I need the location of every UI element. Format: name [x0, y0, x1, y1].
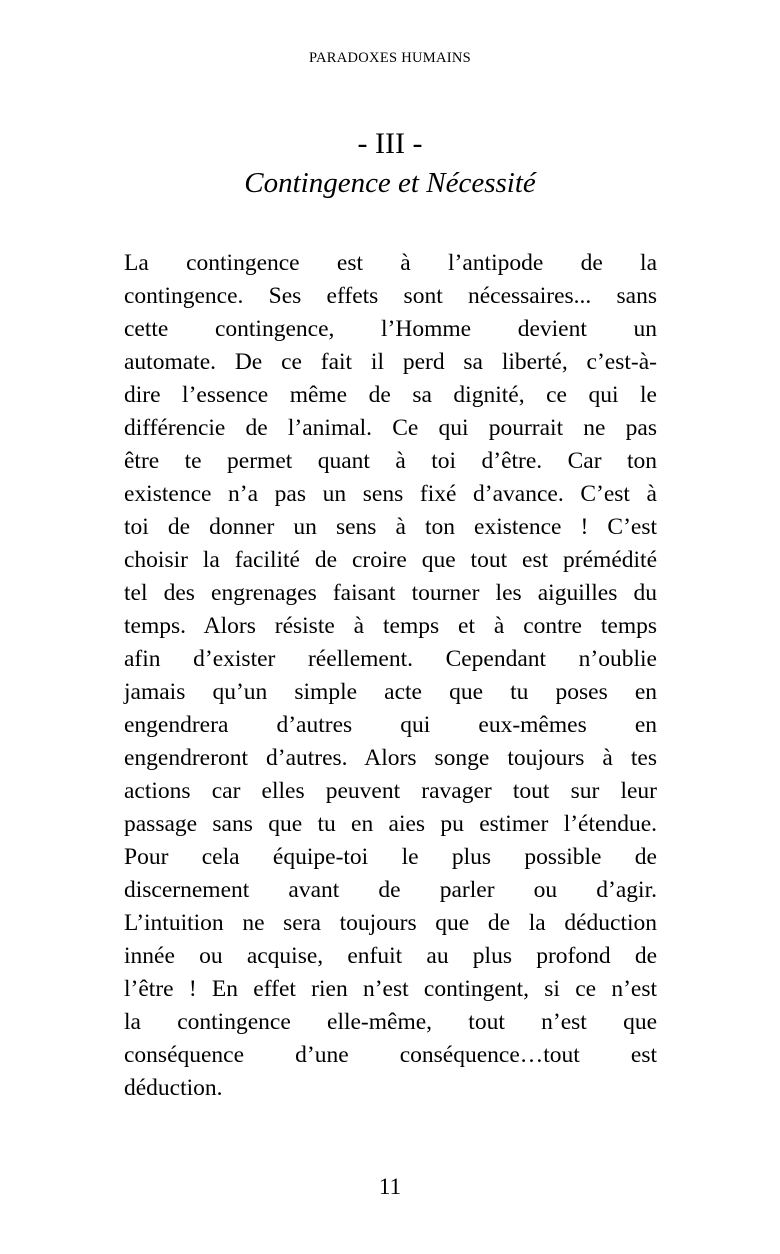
text-line: être te permet quant à toi d’être. Car ton: [124, 448, 657, 474]
text-line: toi de donner un sens à ton existence ! C’est: [124, 514, 657, 540]
text-line: tel des engrenages faisant tourner les aiguilles du: [124, 580, 657, 606]
running-header: PARADOXES HUMAINS: [308, 50, 472, 66]
text-line: dire l’essence même de sa dignité, ce qui le: [124, 382, 657, 408]
text-line: existence n’a pas un sens fixé d’avance. C’est à: [124, 481, 657, 507]
text-line: la contingence elle-même, tout n’est que: [124, 1009, 657, 1035]
text-line: différencie de l’animal. Ce qui pourrait ne pas: [124, 415, 657, 441]
text-line: temps. Alors résiste à temps et à contre temps: [124, 613, 657, 639]
text-line: afin d’exister réellement. Cependant n’oublie: [124, 646, 657, 672]
page-number: 11: [378, 1174, 402, 1199]
text-line: automate. De ce fait il perd sa liberté, c’est-à-: [124, 349, 657, 375]
text-line: Pour cela équipe-toi le plus possible de: [124, 844, 657, 870]
text-line: contingence. Ses effets sont nécessaires... sans: [124, 283, 657, 309]
text-line: cette contingence, l’Homme devient un: [124, 316, 657, 342]
text-line: actions car elles peuvent ravager tout sur leur: [124, 778, 657, 804]
text-line: engendrera d’autres qui eux-mêmes en: [124, 712, 657, 738]
text-line: l’être ! En effet rien n’est contingent, si ce n’est: [124, 976, 657, 1002]
text-line: jamais qu’un simple acte que tu poses en: [124, 679, 657, 705]
text-line: discernement avant de parler ou d’agir.: [124, 877, 657, 903]
text-line: choisir la facilité de croire que tout est prémédité: [124, 547, 657, 573]
text-line: engendreront d’autres. Alors songe toujours à tes: [124, 745, 657, 771]
text-line: innée ou acquise, enfuit au plus profond de: [124, 943, 657, 969]
text-line: conséquence d’une conséquence…tout est: [124, 1042, 657, 1068]
text-line: passage sans que tu en aies pu estimer l’étendue.: [124, 811, 657, 837]
text-line: L’intuition ne sera toujours que de la déduction: [124, 910, 657, 936]
chapter-number: - III -: [357, 127, 423, 160]
chapter-title: Contingence et Nécessité: [244, 167, 536, 199]
body-text: [124, 247, 657, 1105]
text-line: déduction.: [124, 1075, 223, 1101]
text-line: La contingence est à l’antipode de la: [124, 250, 657, 276]
